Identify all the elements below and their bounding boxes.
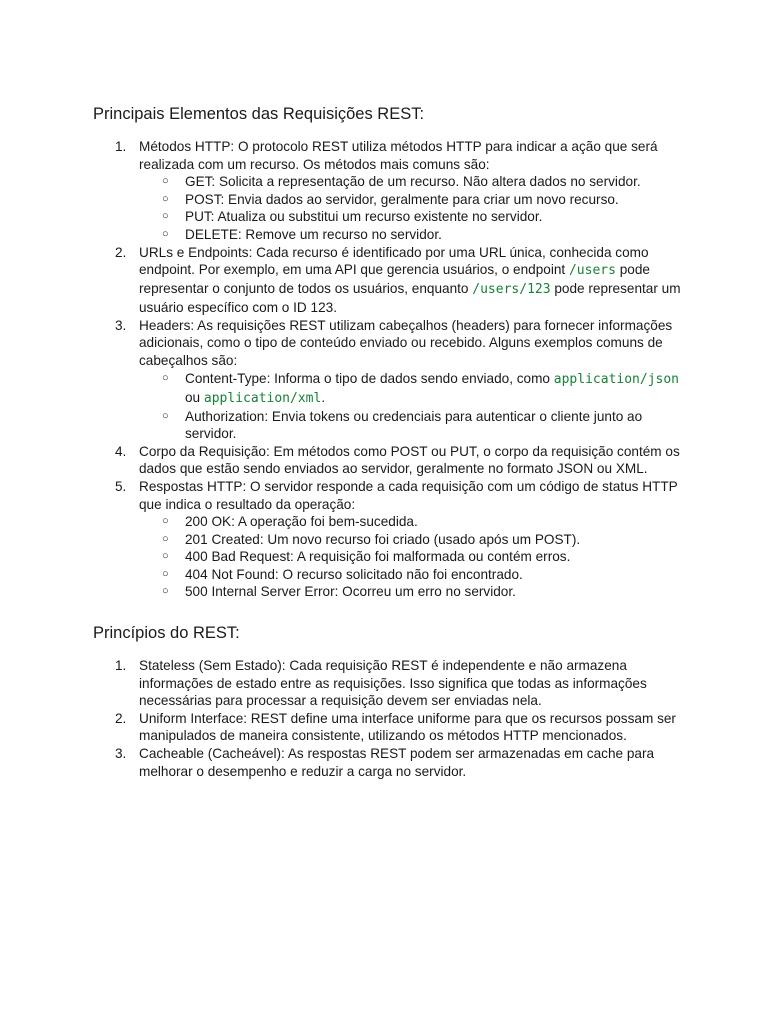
list-item-text: Corpo da Requisição: Em métodos como POST ou PUT, o corpo da requisição contém os dados que estão sendo enviados ao servidor, geralmente no formato JSON ou XML. (139, 443, 680, 477)
list-item (93, 317, 693, 443)
section-heading-principles: Princípios do REST: (93, 624, 240, 643)
list-item-text: Uniform Interface: REST define uma interface uniforme para que os recursos possam ser manipulados de maneira consistente, utilizando os métodos HTTP mencionados. (139, 710, 676, 744)
sublist-item (139, 191, 693, 209)
list-number: 2. (115, 244, 127, 260)
sublist (139, 370, 693, 443)
circle-bullet-icon: ○ (162, 567, 169, 580)
principles-list (93, 657, 693, 780)
document-page (93, 104, 693, 780)
circle-bullet-icon: ○ (162, 532, 169, 545)
circle-bullet-icon: ○ (162, 192, 169, 205)
list-item (93, 710, 693, 745)
circle-bullet-icon: ○ (162, 550, 169, 563)
sublist (139, 513, 693, 601)
sublist-item (139, 566, 693, 584)
list-number: 3. (115, 746, 127, 762)
list-item (93, 443, 693, 478)
circle-bullet-icon: ○ (162, 371, 169, 384)
sublist-item (139, 370, 693, 408)
circle-bullet-icon: ○ (162, 515, 169, 528)
sublist-item-text: 404 Not Found: O recurso solicitado não foi encontrado. (185, 566, 523, 582)
circle-bullet-icon: ○ (162, 210, 169, 223)
list-item (93, 244, 693, 317)
list-item-text: Headers: As requisições REST utilizam cabeçalhos (headers) para fornecer informações adicionais, como o tipo de conteúdo enviado ou recebido. Alguns exemplos comuns de cabeçalhos são: (139, 317, 673, 368)
sublist-item (139, 173, 693, 191)
list-item-text: Cacheable (Cacheável): As respostas REST podem ser armazenadas em cache para melhorar o desempenho e reduzir a carga no servidor. (139, 746, 655, 779)
list-item-text: Métodos HTTP: O protocolo REST utiliza métodos HTTP para indicar a ação que será realizada com um recurso. Os métodos mais comuns são: (139, 139, 658, 172)
sublist-item (139, 583, 693, 601)
sublist-item (139, 208, 693, 226)
list-item (93, 657, 693, 710)
sublist-item-text: 200 OK: A operação foi bem-sucedida. (185, 514, 418, 530)
sublist-item (139, 408, 693, 443)
list-item-text: Stateless (Sem Estado): Cada requisição REST é independente e não armazena informações de estado entre as requisições. Isso significa que todas as informações necessárias para processar a requisição devem ser enviadas nela. (139, 658, 647, 709)
section-heading-elements: Principais Elementos das Requisições REST: (93, 105, 425, 123)
code-user-123-endpoint: /users/123 (472, 282, 551, 298)
list-item-text: pode representar um usuário específico com o ID 123. (139, 281, 681, 316)
sublist-item (139, 548, 693, 566)
list-number: 5. (115, 478, 127, 494)
code-users-endpoint: /users (568, 263, 616, 279)
sublist-item-text: ou (185, 389, 204, 405)
circle-bullet-icon: ○ (162, 409, 169, 422)
code-xml-type: application/xml (203, 390, 322, 406)
sublist-item-text: POST: Envia dados ao servidor, geralmente para criar um novo recurso. (185, 191, 619, 207)
list-item-text: URLs e Endpoints: Cada recurso é identificado por uma URL única, conhecida como endpoint. Por exemplo, em uma API que gerencia usuários, o endpoint (139, 244, 649, 278)
sublist-item-text: Authorization: Envia tokens ou credenciais para autenticar o cliente junto ao servidor. (185, 408, 643, 442)
sublist-item-text: 500 Internal Server Error: Ocorreu um erro no servidor. (185, 584, 516, 600)
list-number: 1. (115, 139, 127, 154)
list-item (93, 478, 693, 601)
sublist (139, 173, 693, 243)
list-number: 3. (115, 317, 127, 333)
sublist-item-text: 201 Created: Um novo recurso foi criado (usado após um POST). (185, 531, 581, 547)
sublist-item (139, 226, 693, 244)
list-number: 4. (115, 443, 127, 459)
list-number: 1. (115, 658, 127, 674)
circle-bullet-icon: ○ (162, 585, 169, 598)
sublist-item-text: DELETE: Remove um recurso no servidor. (185, 226, 442, 242)
list-item (93, 138, 693, 244)
sublist-item-text: Content-Type: Informa o tipo de dados sendo enviado, como (185, 370, 554, 386)
sublist-item-text: . (321, 389, 326, 405)
list-item-text: Respostas HTTP: O servidor responde a cada requisição com um código de status HTTP que indica o resultado da operação: (139, 478, 678, 512)
circle-bullet-icon: ○ (162, 227, 169, 240)
code-json-type: application/json (553, 371, 680, 387)
sublist-item (139, 531, 693, 549)
sublist-item-text: 400 Bad Request: A requisição foi malformada ou contém erros. (185, 549, 571, 565)
circle-bullet-icon: ○ (162, 175, 169, 188)
list-item-text: pode representar o conjunto de todos os usuários, enquanto (139, 262, 650, 297)
sublist-item-text: GET: Solicita a representação de um recurso. Não altera dados no servidor. (185, 174, 641, 190)
sublist-item-text: PUT: Atualiza ou substitui um recurso existente no servidor. (185, 209, 543, 225)
elements-list (93, 138, 693, 601)
list-number: 2. (115, 710, 127, 726)
list-item (93, 745, 693, 780)
sublist-item (139, 513, 693, 531)
